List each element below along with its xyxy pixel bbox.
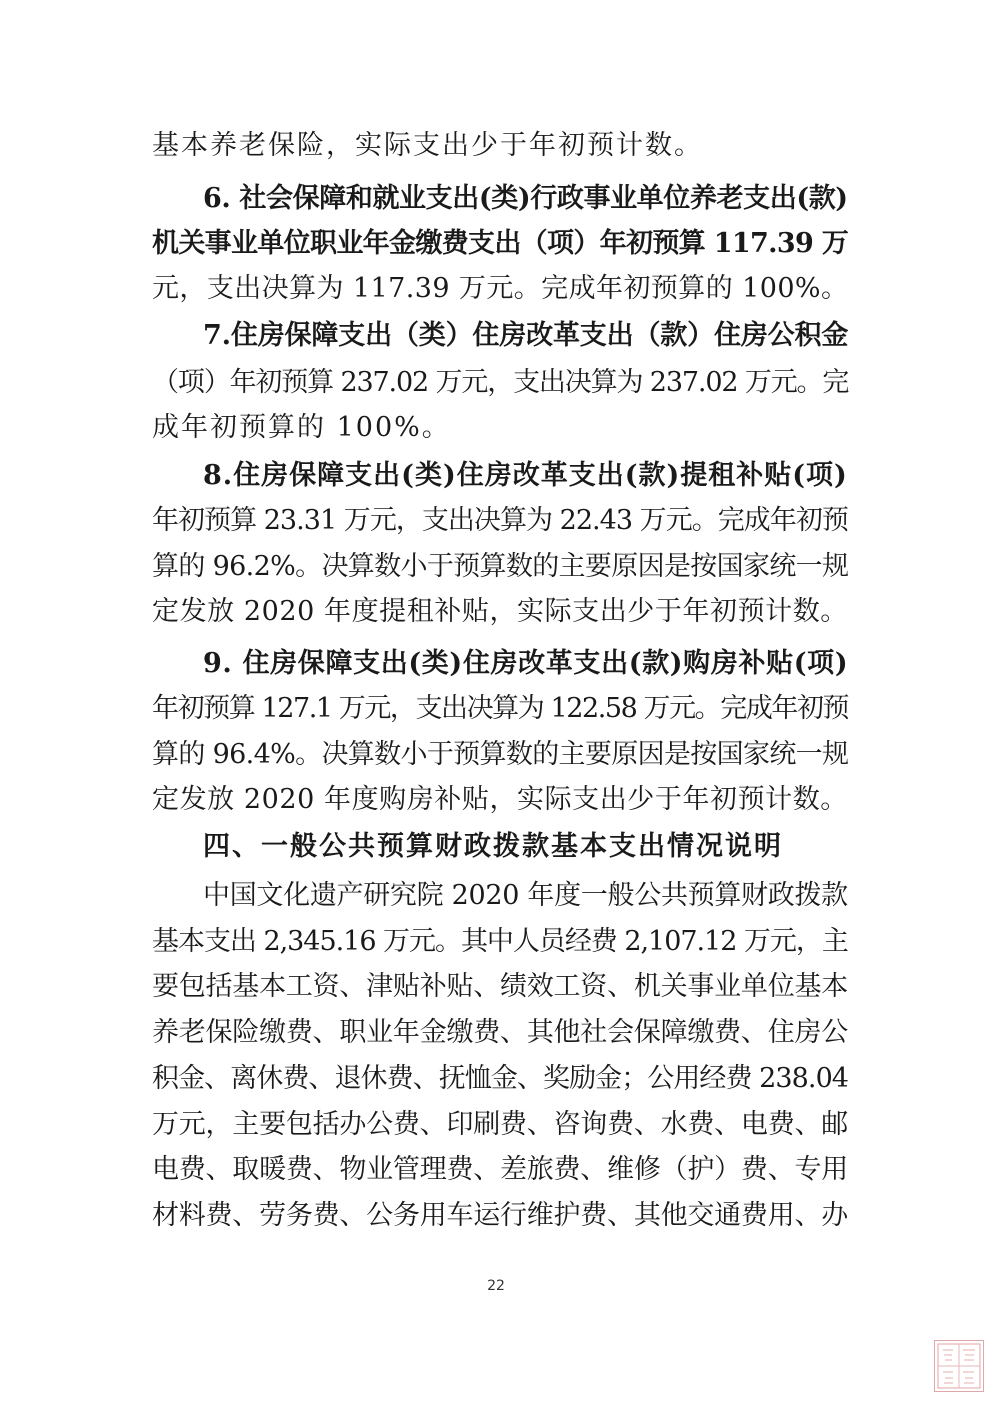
- text-line: 定发放 2020 年度提租补贴，实际支出少于年初预计数。: [152, 596, 848, 627]
- text-line: 养老保险缴费、职业年金缴费、其他社会保障缴费、住房公: [152, 1017, 848, 1048]
- text-line: 积金、离休费、退休费、抚恤金、奖励金；公用经费 238.04: [152, 1063, 849, 1094]
- text-line: 年初预算 23.31 万元，支出决算为 22.43 万元。完成年初预: [152, 505, 848, 536]
- text-line: 材料费、劳务费、公务用车运行维护费、其他交通费用、办: [152, 1200, 848, 1231]
- section-heading: 四、一般公共预算财政拨款基本支出情况说明: [203, 831, 783, 862]
- seal-stamp-icon: [934, 1340, 984, 1392]
- text-line: 要包括基本工资、津贴补贴、绩效工资、机关事业单位基本: [152, 971, 848, 1002]
- text-line: 电费、取暖费、物业管理费、差旅费、维修（护）费、专用: [152, 1154, 848, 1185]
- page-number: 22: [487, 1278, 505, 1294]
- text-line: 中国文化遗产研究院 2020 年度一般公共预算财政拨款: [203, 880, 848, 911]
- text-line: 基本养老保险，实际支出少于年初预计数。: [152, 130, 703, 161]
- text-line: 成年初预算的 100%。: [152, 412, 451, 443]
- text-line: 算的 96.4%。决算数小于预算数的主要原因是按国家统一规: [152, 739, 849, 770]
- text-line: 算的 96.2%。决算数小于预算数的主要原因是按国家统一规: [152, 551, 849, 582]
- text-line: 年初预算 127.1 万元，支出决算为 122.58 万元。完成年初预: [152, 693, 849, 724]
- item-heading: 机关事业单位职业年金缴费支出（项）年初预算 117.39 万: [152, 228, 849, 259]
- text-line: 元，支出决算为 117.39 万元。完成年初预算的 100%。: [152, 273, 849, 304]
- item-heading: 9. 住房保障支出(类)住房改革支出(款)购房补贴(项): [203, 648, 849, 679]
- item-heading: 8.住房保障支出(类)住房改革支出(款)提租补贴(项): [203, 460, 848, 491]
- text-line: 万元，主要包括办公费、印刷费、咨询费、水费、电费、邮: [152, 1109, 848, 1140]
- text-line: 基本支出 2,345.16 万元。其中人员经费 2,107.12 万元，主: [152, 926, 848, 957]
- item-heading: 7.住房保障支出（类）住房改革支出（款）住房公积金: [203, 320, 849, 351]
- item-heading: 6. 社会保障和就业支出(类)行政事业单位养老支出(款): [203, 183, 848, 214]
- text-line: （项）年初预算 237.02 万元，支出决算为 237.02 万元。完: [152, 367, 849, 398]
- text-line: 定发放 2020 年度购房补贴，实际支出少于年初预计数。: [152, 784, 848, 815]
